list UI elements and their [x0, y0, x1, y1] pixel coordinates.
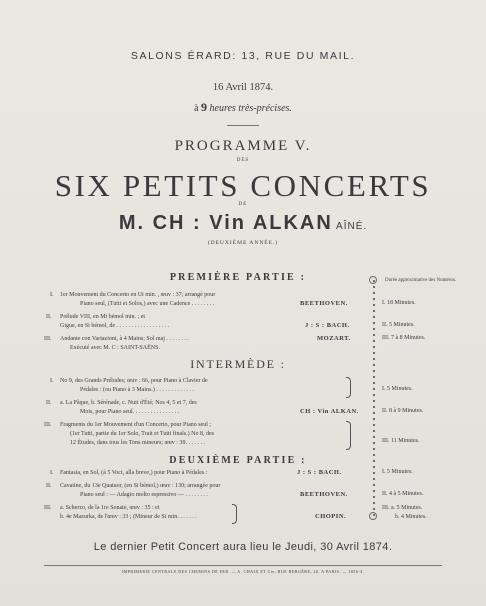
des-label: DES — [236, 158, 250, 163]
programme-number: PROGRAMME V. — [174, 138, 312, 154]
item-d2-composer: BEETHOVEN. — [300, 491, 348, 498]
item-i1-duration: I. 5 Minutes. — [382, 386, 413, 392]
item-p3-duration: III. 7 à 8 Minutes. — [382, 335, 426, 341]
item-p2-line2: Gigue, en Si bémol, de . . . . . . . . . . . . . . . . . . — [60, 323, 169, 329]
item-p3-line2: Exécuté avec M. C : SAINT-SAËNS. — [70, 345, 160, 351]
item-d3-line2: b. 4e Mazurka, de l'œuv : 33 ; (Mineur de Si min. . . . . . . — [60, 514, 197, 520]
item-d2-line2: Piano seul : — Adagio molto espressivo — . . . . . . . . — [80, 492, 208, 498]
item-i3-line2: (1er Tutti, partie du 1er Solo, Trait et Tutti finals.) No 8, des — [70, 431, 215, 437]
item-p1-number: I. — [50, 292, 54, 298]
season-label: (DEUXIÈME ANNÉE.) — [207, 240, 279, 246]
header-divider — [227, 125, 259, 126]
item-i2-line1: a. La Pâque, b. Sérénade, c. Nuit d'Été; Nos 4, 5 et 7, des — [60, 400, 197, 406]
venue-line: SALONS ÉRARD: 13, RUE DU MAIL. — [130, 50, 356, 62]
item-d1-duration: I. 5 Minutes. — [382, 469, 413, 475]
item-d3-composer: CHOPIN. — [315, 513, 347, 520]
concert-hour: à 9 heures très-précises. — [194, 100, 292, 114]
item-i2-duration: II. 8 à 9 Minutes. — [382, 408, 424, 414]
item-d2-line1: Cavatine, du 13e Quatuor, (en Si bémol,) œuv : 130; arrangée pour — [60, 483, 221, 489]
item-i1-line2: Pédales : (ou Piano à 3 Mains.) . . . . . . . . . . . . . — [80, 387, 194, 393]
item-i3-duration: III. 11 Minutes. — [382, 438, 420, 444]
item-p3-composer: MOZART. — [317, 335, 351, 342]
brace-icon — [346, 377, 351, 398]
brace-icon — [346, 421, 351, 450]
item-p1-composer: BEETHOVEN. — [300, 300, 348, 307]
item-p1-duration: I. 18 Minutes. — [382, 300, 416, 306]
item-i2-composer: CH : Vin ALKAN. — [300, 408, 359, 415]
brace-icon — [232, 504, 237, 524]
item-d1-line1: Fantasia, en Sol, (à 5 Voci, alla breve,) pour Piano à Pédales : — [60, 470, 208, 476]
item-p3-number: III. — [44, 336, 52, 342]
duration-header: Durée approximative des Numéros. — [384, 278, 457, 283]
section-deuxieme-partie: DEUXIÈME PARTIE : — [169, 455, 307, 466]
item-p3-line1: Andante con Variazioni, à 4 Mains; Sol maj . . . . . . . . — [60, 336, 189, 342]
item-i3-number: III. — [44, 422, 52, 428]
concert-date: 16 Avril 1874. — [212, 82, 274, 93]
item-p2-composer: J : S : BACH. — [305, 322, 350, 329]
concert-series-title: SIX PETITS CONCERTS — [54, 168, 432, 203]
item-p1-line1: 1er Mouvement du Concerto en Ut min. , œuv : 37; arrangé pour — [60, 292, 216, 298]
item-i3-line1: Fragments du 1er Mouvement d'un Concerto, pour Piano seul ; — [60, 422, 212, 428]
item-d3-line1: a. Scherzo, de la 1re Sonate, œuv : 35 : et — [60, 505, 160, 511]
item-p1-line2: Piano seul, (Tutti et Solos,) avec une Cadence . . . . . . . . — [80, 301, 215, 307]
item-i1-number: I. — [50, 378, 54, 384]
item-d3-duration: III. a. 5 Minutes. — [382, 505, 423, 511]
footer-rule — [44, 565, 442, 566]
chain-top-ring — [369, 276, 377, 284]
item-p2-number: II. — [46, 314, 52, 320]
item-i3-line3: 12 Études, dans tous les Tons mineurs; œuv : 39. . . . . . . — [70, 440, 205, 446]
chain-bottom-ring — [369, 512, 377, 520]
item-d1-composer: J : S : BACH. — [297, 469, 342, 476]
item-d1-number: I. — [50, 470, 54, 476]
closing-announcement: Le dernier Petit Concert aura lieu le Jeudi, 30 Avril 1874. — [93, 541, 393, 553]
section-intermede: INTERMÈDE : — [190, 357, 286, 371]
item-d2-duration: II. 4 à 5 Minutes. — [382, 491, 424, 497]
chain-ornament — [370, 278, 378, 518]
item-i2-number: II. — [46, 400, 52, 406]
item-i1-line1: No 9, des Grands Préludes; œuv : 66, pour Piano à Clavier de — [60, 378, 208, 384]
de-label: DE — [238, 202, 248, 207]
item-d3-number: III. — [44, 505, 52, 511]
section-premiere-partie: PREMIÈRE PARTIE : — [169, 272, 307, 283]
printer-imprint: IMPRIMERIE CENTRALE DES CHEMINS DE FER. — A. CHAIX ET Cie, RUE BERGÈRE, 20, A PARIS. — 3856-4. — [121, 569, 365, 574]
item-d3-duration-b: b. 4 Minutes. — [395, 514, 427, 520]
composer-name: M. CH : Vin ALKAN AÎNÉ. — [118, 212, 368, 234]
item-p2-duration: II. 5 Minutes. — [382, 322, 415, 328]
item-d2-number: II. — [46, 483, 52, 489]
item-i2-line2: Mois, pour Piano seul. . . . . . . . . . . . . . . . — [80, 409, 180, 415]
item-p2-line1: Prélude VIII, en Mi bémol min. ; et — [60, 314, 146, 320]
